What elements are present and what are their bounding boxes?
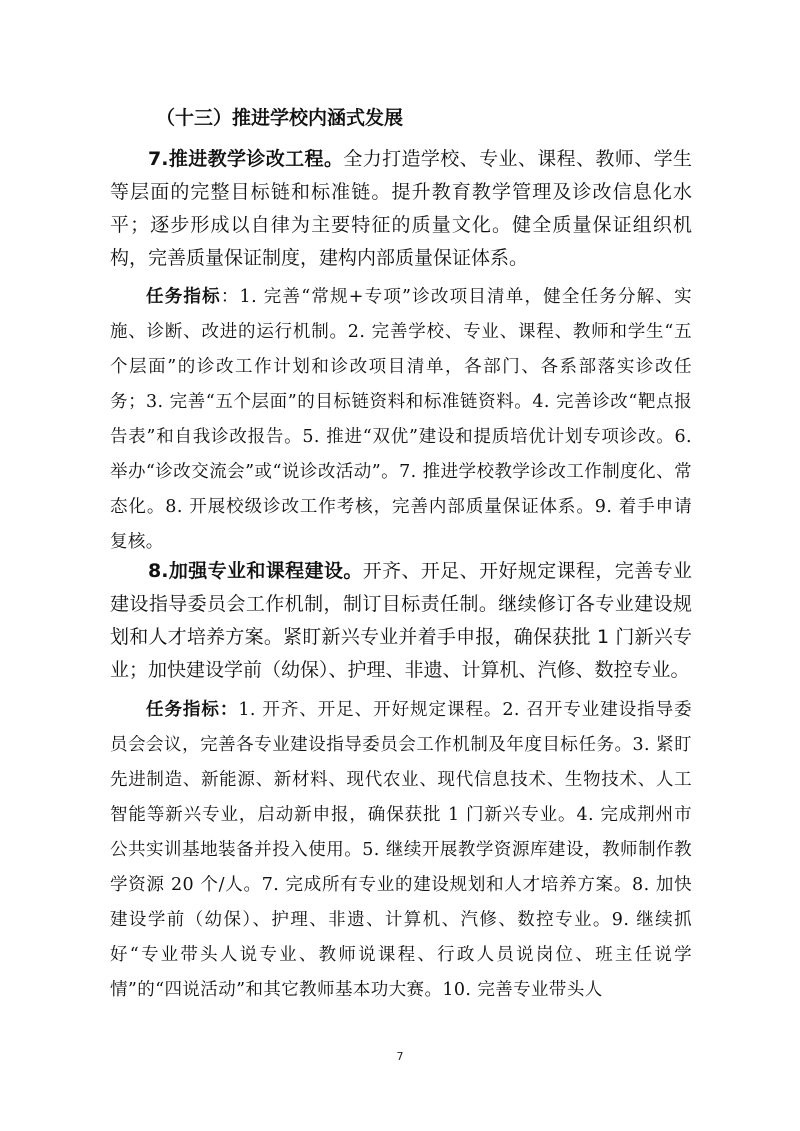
- paragraph-lead: 任务指标: [146, 287, 221, 307]
- paragraph-teaching-diagnosis: [110, 143, 692, 275]
- paragraph-task-indicators-1: [110, 280, 692, 560]
- section-heading: （十三）推进学校内涵式发展: [156, 107, 404, 129]
- paragraph-task-indicators-2: [110, 693, 692, 1008]
- paragraph-lead: 任务指标：: [146, 700, 239, 720]
- paragraph-major-course-construction: [110, 555, 692, 687]
- paragraph-lead: 8.加强专业和课程建设。: [148, 560, 363, 582]
- paragraph-text: 全力打造学校、专业、课程、教师、学生等层面的完整目标链和标准链。提升教育教学管理及诊改信息化水平；逐步形成以自律为主要特征的质量文化。健全质量保证组织机构，完善质量保证制度，建构内部质量保证体系。: [110, 148, 692, 269]
- paragraph-text: ：1. 完善“常规+专项”诊改项目清单，健全任务分解、实施、诊断、改进的运行机制。2. 完善学校、专业、课程、教师和学生“五个层面”的诊改工作计划和诊改项目清单，各部门、各系部落实诊改任务；3. 完善“五个层面”的目标链资料和标准链资料。4. 完善诊改“靶点报告表”和自我诊改报告。5. 推进“双优”建设和提质培优计划专项诊改。6. 举办“诊改交流会”或“说诊改活动”。7. 推进学校教学诊改工作制度化、常态化。8. 开展校级诊改工作考核，完善内部质量保证体系。9. 着手申请复核。: [110, 287, 692, 552]
- paragraph-text: 开齐、开足、开好规定课程，完善专业建设指导委员会工作机制，制订目标责任制。继续修订各专业建设规划和人才培养方案。紧盯新兴专业并着手申报，确保获批 1 门新兴专业；加快建设学前（幼保）、护理、非遗、计算机、汽修、数控专业。: [110, 560, 692, 681]
- page-number: 7: [396, 1050, 404, 1063]
- paragraph-lead: 7.推进教学诊改工程。: [148, 148, 344, 170]
- paragraph-text: 1. 开齐、开足、开好规定课程。2. 召开专业建设指导委员会会议，完善各专业建设指导委员会工作机制及年度目标任务。3. 紧盯先进制造、新能源、新材料、现代农业、现代信息技术、生物技术、人工智能等新兴专业，启动新申报，确保获批 1 门新兴专业。4. 完成荆州市公共实训基地装备并投入使用。5. 继续开展教学资源库建设，教师制作教学资源 20 个/人。7. 完成所有专业的建设规划和人才培养方案。8. 加快建设学前（幼保）、护理、非遗、计算机、汽修、数控专业。9. 继续抓好“专业带头人说专业、教师说课程、行政人员说岗位、班主任说学情”的“四说活动”和其它教师基本功大赛。10. 完善专业带头人: [110, 700, 693, 1000]
